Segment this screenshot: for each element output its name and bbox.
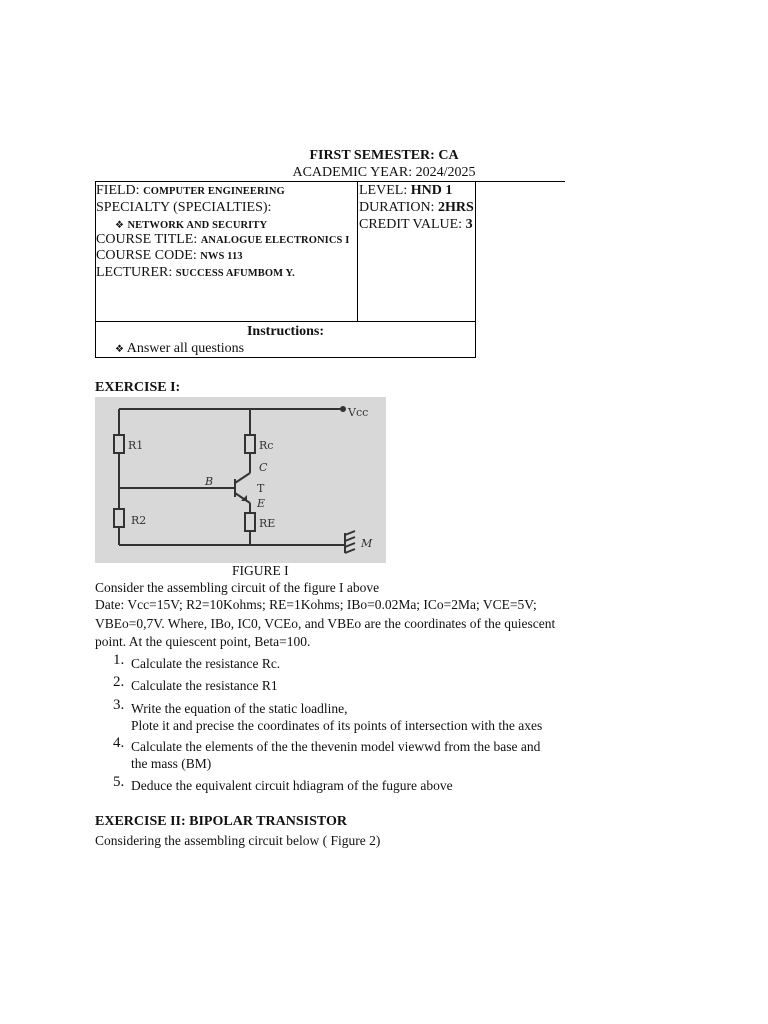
credit-row: CREDIT VALUE: 3 [359,217,473,232]
course-code-value: NWS 113 [200,251,243,262]
diamond-bullet-icon: ❖ [115,220,124,231]
instructions-heading: Instructions: [246,324,324,339]
course-title-value: ANALOGUE ELECTRONICS I [200,235,350,246]
figure-caption: FIGURE I [232,563,289,578]
question-1: Calculate the resistance Rc. [131,656,281,671]
instruction-item: ❖ Answer all questions [115,341,245,356]
exercise2-intro: Considering the assembling circuit below ( Figure 2) [95,833,381,848]
table-divider [357,181,358,322]
lecturer-value: SUCCESS AFUMBOM Y. [175,268,295,279]
academic-year: ACADEMIC YEAR: 2024/2025 [292,165,476,180]
circuit-diagram [95,397,386,563]
exercise1-intro: Consider the assembling circuit of the figure I above [95,580,380,595]
exercise1-data-line1: Date: Vcc=15V; R2=10Kohms; RE=1Kohms; IBo=0.02Ma; ICo=2Ma; VCE=5V; [95,597,537,612]
exam-title: FIRST SEMESTER: CA [309,148,459,163]
question-4-line1: Calculate the elements of the the thevenin model viewwd from the base and [131,739,541,754]
level-value: HND 1 [410,183,453,198]
level-row: LEVEL: HND 1 [359,183,453,198]
label-b: B [205,475,214,488]
question-5-number: 5. [113,774,125,790]
course-code-row: COURSE CODE: NWS 113 [96,248,243,263]
label-r1: R1 [128,439,144,452]
duration-row: DURATION: 2HRS [359,200,474,215]
label-c: C [259,461,268,474]
label-m: M [361,537,373,550]
figure-1-circuit [95,397,386,563]
specialty-label: SPECIALTY (SPECIALTIES): [96,200,272,215]
question-3-number: 3. [113,697,125,713]
question-1-number: 1. [113,652,125,668]
specialty-value: NETWORK AND SECURITY [127,220,268,231]
label-rc: Rc [259,439,274,452]
label-e: E [257,497,266,510]
field-value: COMPUTER ENGINEERING [143,186,285,197]
question-3-line1: Write the equation of the static loadline, [131,701,348,716]
question-4-number: 4. [113,735,125,751]
question-2: Calculate the resistance R1 [131,678,278,693]
label-re: RE [259,517,276,530]
label-t: T [257,482,265,495]
duration-value: 2HRS [437,200,474,215]
label-r2: R2 [131,514,147,527]
question-4-line2: the mass (BM) [131,756,212,771]
question-5: Deduce the equivalent circuit hdiagram of the fugure above [131,778,453,793]
exercise1-data-line3: point. At the quiescent point, Beta=100. [95,634,311,649]
diamond-bullet-icon: ❖ [115,344,124,355]
exercise2-heading: EXERCISE II: BIPOLAR TRANSISTOR [95,814,347,829]
question-3-line2: Plote it and precise the coordinates of its points of intersection with the axes [131,718,543,733]
exercise1-data-line2: VBEo=0,7V. Where, IBo, IC0, VCEo, and VBEo are the coordinates of the quiescent [95,616,556,631]
exercise1-heading: EXERCISE I: [95,380,181,395]
credit-value: 3 [465,217,473,232]
lecturer-row: LECTURER: SUCCESS AFUMBOM Y. [96,265,295,280]
field-row: FIELD: COMPUTER ENGINEERING [96,183,285,198]
course-title-row: COURSE TITLE: ANALOGUE ELECTRONICS I [96,232,350,247]
label-vcc: Vcc [348,406,369,419]
question-2-number: 2. [113,674,125,690]
table-separator [95,321,476,322]
